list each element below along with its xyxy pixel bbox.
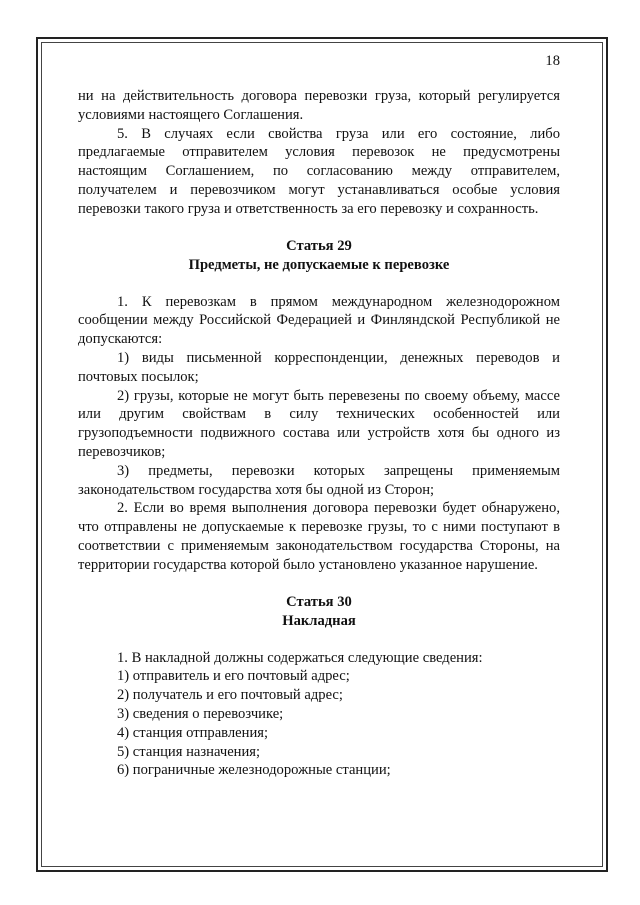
article-30-item-6: 6) пограничные железнодорожные станции; [117,762,391,779]
article-29-item-3: 3) предметы, перевозки которых запрещены применяемым законодательством государства хотя бы одной из Сторон; [78,462,560,498]
article-29-item-1: 1) виды письменной корреспонденции, денежных переводов и почтовых посылок; [78,349,560,385]
article-29-paragraph-2: 2. Если во время выполнения договора перевозки будет обнаружено, что отправлены не допускаемые к перевозке грузы, то с ними поступают в соответствии с применяемым законодательством государства Стороны, на территории государства которой было установлено указанное нарушение. [78,500,560,573]
article-30-item-1: 1) отправитель и его почтовый адрес; [117,668,350,685]
paragraph-continuation: ни на действительность договора перевозки груза, который регулируется условиями настоящего Соглашения. [78,88,560,123]
article-29-title: Предметы, не допускаемые к перевозке [188,256,450,273]
article-29-paragraph-1: 1. К перевозкам в прямом международном железнодорожном сообщении между Российской Федерацией и Финляндской Республикой не допускаются: [78,293,560,348]
article-30-item-3: 3) сведения о перевозчике; [117,705,284,722]
page-number: 18 [545,53,560,69]
article-30-paragraph-1: 1. В накладной должны содержаться следующие сведения: [117,649,483,666]
paragraph-5: 5. В случаях если свойства груза или его состояние, либо предлагаемые отправителем условия перевозок не предусмотрены настоящим Соглашением, по согласованию между отправителем, получателем и перевозчиком могут устанавливаться особые условия перевозки такого груза и ответственность за его перевозку и сохранность. [78,125,560,217]
article-29-item-2: 2) грузы, которые не могут быть перевезены по своему объему, массе или другим свойствам в силу технических особенностей или грузоподъемности подвижного состава или устройств хотя бы одного из перевозчиков; [78,387,560,460]
article-30-item-2: 2) получатель и его почтовый адрес; [117,687,343,704]
article-30-item-5: 5) станция назначения; [117,743,261,760]
article-30-item-4: 4) станция отправления; [117,724,269,741]
article-30-list [78,649,560,781]
article-30-title: Накладная [282,612,356,629]
article-29-number: Статья 29 [286,237,352,254]
article-30-number: Статья 30 [286,593,352,610]
document-body [78,52,560,780]
